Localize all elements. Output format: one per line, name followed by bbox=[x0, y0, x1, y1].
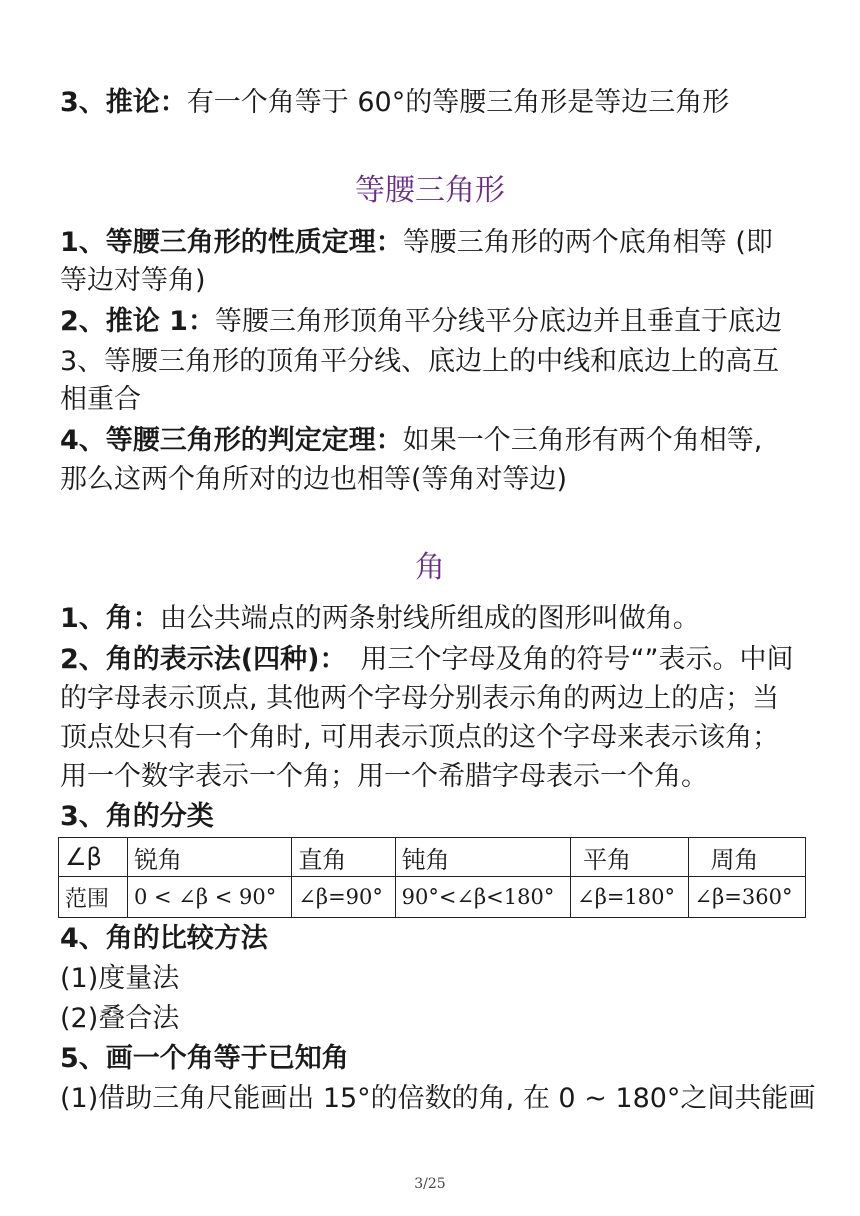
item-label: 1、等腰三角形的性质定理： bbox=[60, 227, 403, 258]
angle-item-1 bbox=[60, 600, 820, 638]
item-label: 2、推论 1： bbox=[60, 306, 215, 337]
item-label: 1、角： bbox=[60, 603, 160, 634]
angle-item-2-cont-2: 顶点处只有一个角时, 可用表示顶点的这个字母来表示该角； bbox=[60, 722, 780, 753]
table-cell: ∠β=90° bbox=[292, 877, 395, 918]
table-cell: 锐角 bbox=[128, 838, 292, 877]
item-label: 4、等腰三角形的判定定理： bbox=[60, 425, 403, 456]
section-title-isosceles: 等腰三角形 bbox=[355, 173, 505, 208]
angle-item-5: 5、画一个角等于已知角 bbox=[60, 1043, 349, 1074]
page-number: 3/25 bbox=[414, 1176, 446, 1192]
corollary-line bbox=[60, 84, 820, 122]
table-cell: 平角 bbox=[571, 838, 688, 877]
isosceles-item-4-cont: 那么这两个角所对的边也相等(等角对等边) bbox=[60, 464, 568, 495]
angle-item-2-cont-3: 用一个数字表示一个角；用一个希腊字母表示一个角。 bbox=[60, 761, 708, 792]
angle-item-4-sub-2: (2)叠合法 bbox=[60, 1003, 180, 1034]
table-cell: ∠β bbox=[59, 838, 128, 877]
item-text: 用三个字母及角的符号“”表示。中间 bbox=[360, 644, 794, 675]
table-cell: 0 < ∠β < 90° bbox=[128, 877, 292, 918]
table-cell: ∠β=180° bbox=[571, 877, 688, 918]
angle-item-2 bbox=[60, 641, 820, 679]
isosceles-item-3: 3、等腰三角形的顶角平分线、底边上的中线和底边上的高互 bbox=[60, 346, 780, 377]
item-text: 由公共端点的两条射线所组成的图形叫做角。 bbox=[159, 603, 700, 634]
item-label: 2、角的表示法(四种)： bbox=[60, 644, 347, 675]
table-cell: 周角 bbox=[688, 838, 805, 877]
angle-item-4: 4、角的比较方法 bbox=[60, 923, 268, 954]
isosceles-item-2 bbox=[60, 303, 820, 341]
table-row bbox=[59, 877, 806, 918]
table-cell: ∠β=360° bbox=[688, 877, 805, 918]
table-cell: 范围 bbox=[59, 877, 128, 918]
item-text: 等腰三角形的两个底角相等 (即 bbox=[402, 227, 773, 258]
item-text: 如果一个三角形有两个角相等, bbox=[402, 425, 763, 456]
angle-item-3: 3、角的分类 bbox=[60, 801, 214, 832]
table-header-row bbox=[59, 838, 806, 877]
angle-classification-table bbox=[58, 837, 806, 918]
angle-item-4-sub-1: (1)度量法 bbox=[60, 963, 180, 994]
corollary-text: 有一个角等于 60°的等腰三角形是等边三角形 bbox=[186, 87, 730, 118]
table-cell: 直角 bbox=[292, 838, 395, 877]
isosceles-item-4 bbox=[60, 422, 820, 460]
table-cell: 90°<∠β<180° bbox=[395, 877, 570, 918]
corollary-label: 3、推论： bbox=[60, 87, 187, 118]
isosceles-item-3-cont: 相重合 bbox=[60, 384, 141, 415]
table-cell: 钝角 bbox=[395, 838, 570, 877]
isosceles-item-1-cont: 等边对等角) bbox=[60, 265, 206, 296]
angle-item-5-sub-1: (1)借助三角尺能画出 15°的倍数的角, 在 0 ~ 180°之间共能画 bbox=[60, 1083, 816, 1114]
angle-item-2-cont-1: 的字母表示顶点, 其他两个字母分别表示角的两边上的店；当 bbox=[60, 683, 780, 714]
section-title-angle: 角 bbox=[415, 550, 445, 585]
isosceles-item-1 bbox=[60, 224, 820, 262]
item-text: 等腰三角形顶角平分线平分底边并且垂直于底边 bbox=[214, 306, 782, 337]
